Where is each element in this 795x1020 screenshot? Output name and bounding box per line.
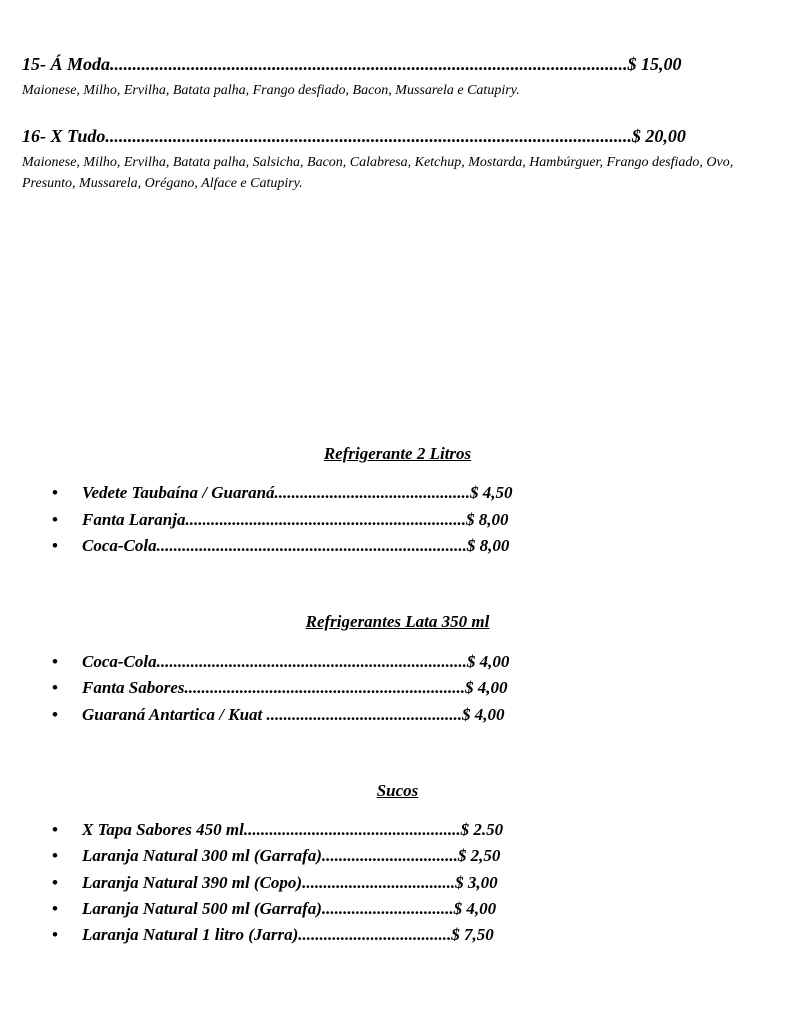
dish-15	[22, 53, 774, 101]
list-item	[52, 845, 500, 867]
bullet-icon: •	[52, 925, 58, 944]
item-label: X Tapa Sabores 450 ml...................................................$ 2.50	[82, 820, 504, 839]
dish-description: Maionese, Milho, Ervilha, Batata palha, Frango desfiado, Bacon, Mussarela e Catupiry.	[22, 83, 520, 98]
bullet-icon: •	[52, 510, 58, 529]
item-label: Coca-Cola.........................................................................$ 4,00	[82, 652, 510, 671]
list-item	[52, 872, 498, 894]
bullet-icon: •	[52, 678, 58, 697]
bullet-icon: •	[52, 705, 58, 724]
bullet-icon: •	[52, 820, 58, 839]
list-item	[52, 535, 509, 557]
item-label: Laranja Natural 1 litro (Jarra)....................................$ 7,50	[82, 925, 494, 944]
list-item	[52, 677, 508, 699]
dish-description: Maionese, Milho, Ervilha, Batata palha, Salsicha, Bacon, Calabresa, Ketchup, Mostarda, Hambúrguer, Frango desfiado, Ovo, Presunto, Mussarela, Orégano, Alface e Catupiry.	[22, 155, 734, 191]
bullet-icon: •	[52, 899, 58, 918]
list-item	[52, 819, 503, 841]
list-item	[52, 482, 513, 504]
list-item	[52, 704, 505, 726]
section-title-refrigerante-2-litros: Refrigerante 2 Litros	[323, 444, 472, 463]
bullet-icon: •	[52, 846, 58, 865]
section-title-refrigerantes-lata: Refrigerantes Lata 350 ml	[305, 612, 490, 631]
list-item	[52, 898, 496, 920]
list-item	[52, 651, 509, 673]
item-label: Laranja Natural 500 ml (Garrafa)...............................$ 4,00	[82, 899, 497, 918]
item-label: Vedete Taubaína / Guaraná..............................................$ 4,50	[82, 483, 513, 502]
list-item	[52, 509, 508, 531]
item-label: Guaraná Antartica / Kuat ..............................................$ 4,00	[82, 705, 505, 724]
list-item	[52, 924, 494, 946]
bullet-icon: •	[52, 652, 58, 671]
dish-title: 15- Á Moda...................................................................................................................$ 15,00	[22, 54, 682, 74]
bullet-icon: •	[52, 536, 58, 555]
item-label: Fanta Laranja..................................................................$ 8,00	[82, 510, 509, 529]
section-title-sucos: Sucos	[376, 781, 419, 800]
bullet-icon: •	[52, 873, 58, 892]
bullet-icon: •	[52, 483, 58, 502]
dish-16	[22, 125, 774, 194]
item-label: Fanta Sabores..................................................................$ 4,00	[82, 678, 508, 697]
dish-title: 16- X Tudo.....................................................................................................................$ 20,00	[22, 126, 686, 146]
item-label: Laranja Natural 390 ml (Copo)....................................$ 3,00	[82, 873, 498, 892]
item-label: Laranja Natural 300 ml (Garrafa)................................$ 2,50	[82, 846, 501, 865]
item-label: Coca-Cola.........................................................................$ 8,00	[82, 536, 510, 555]
